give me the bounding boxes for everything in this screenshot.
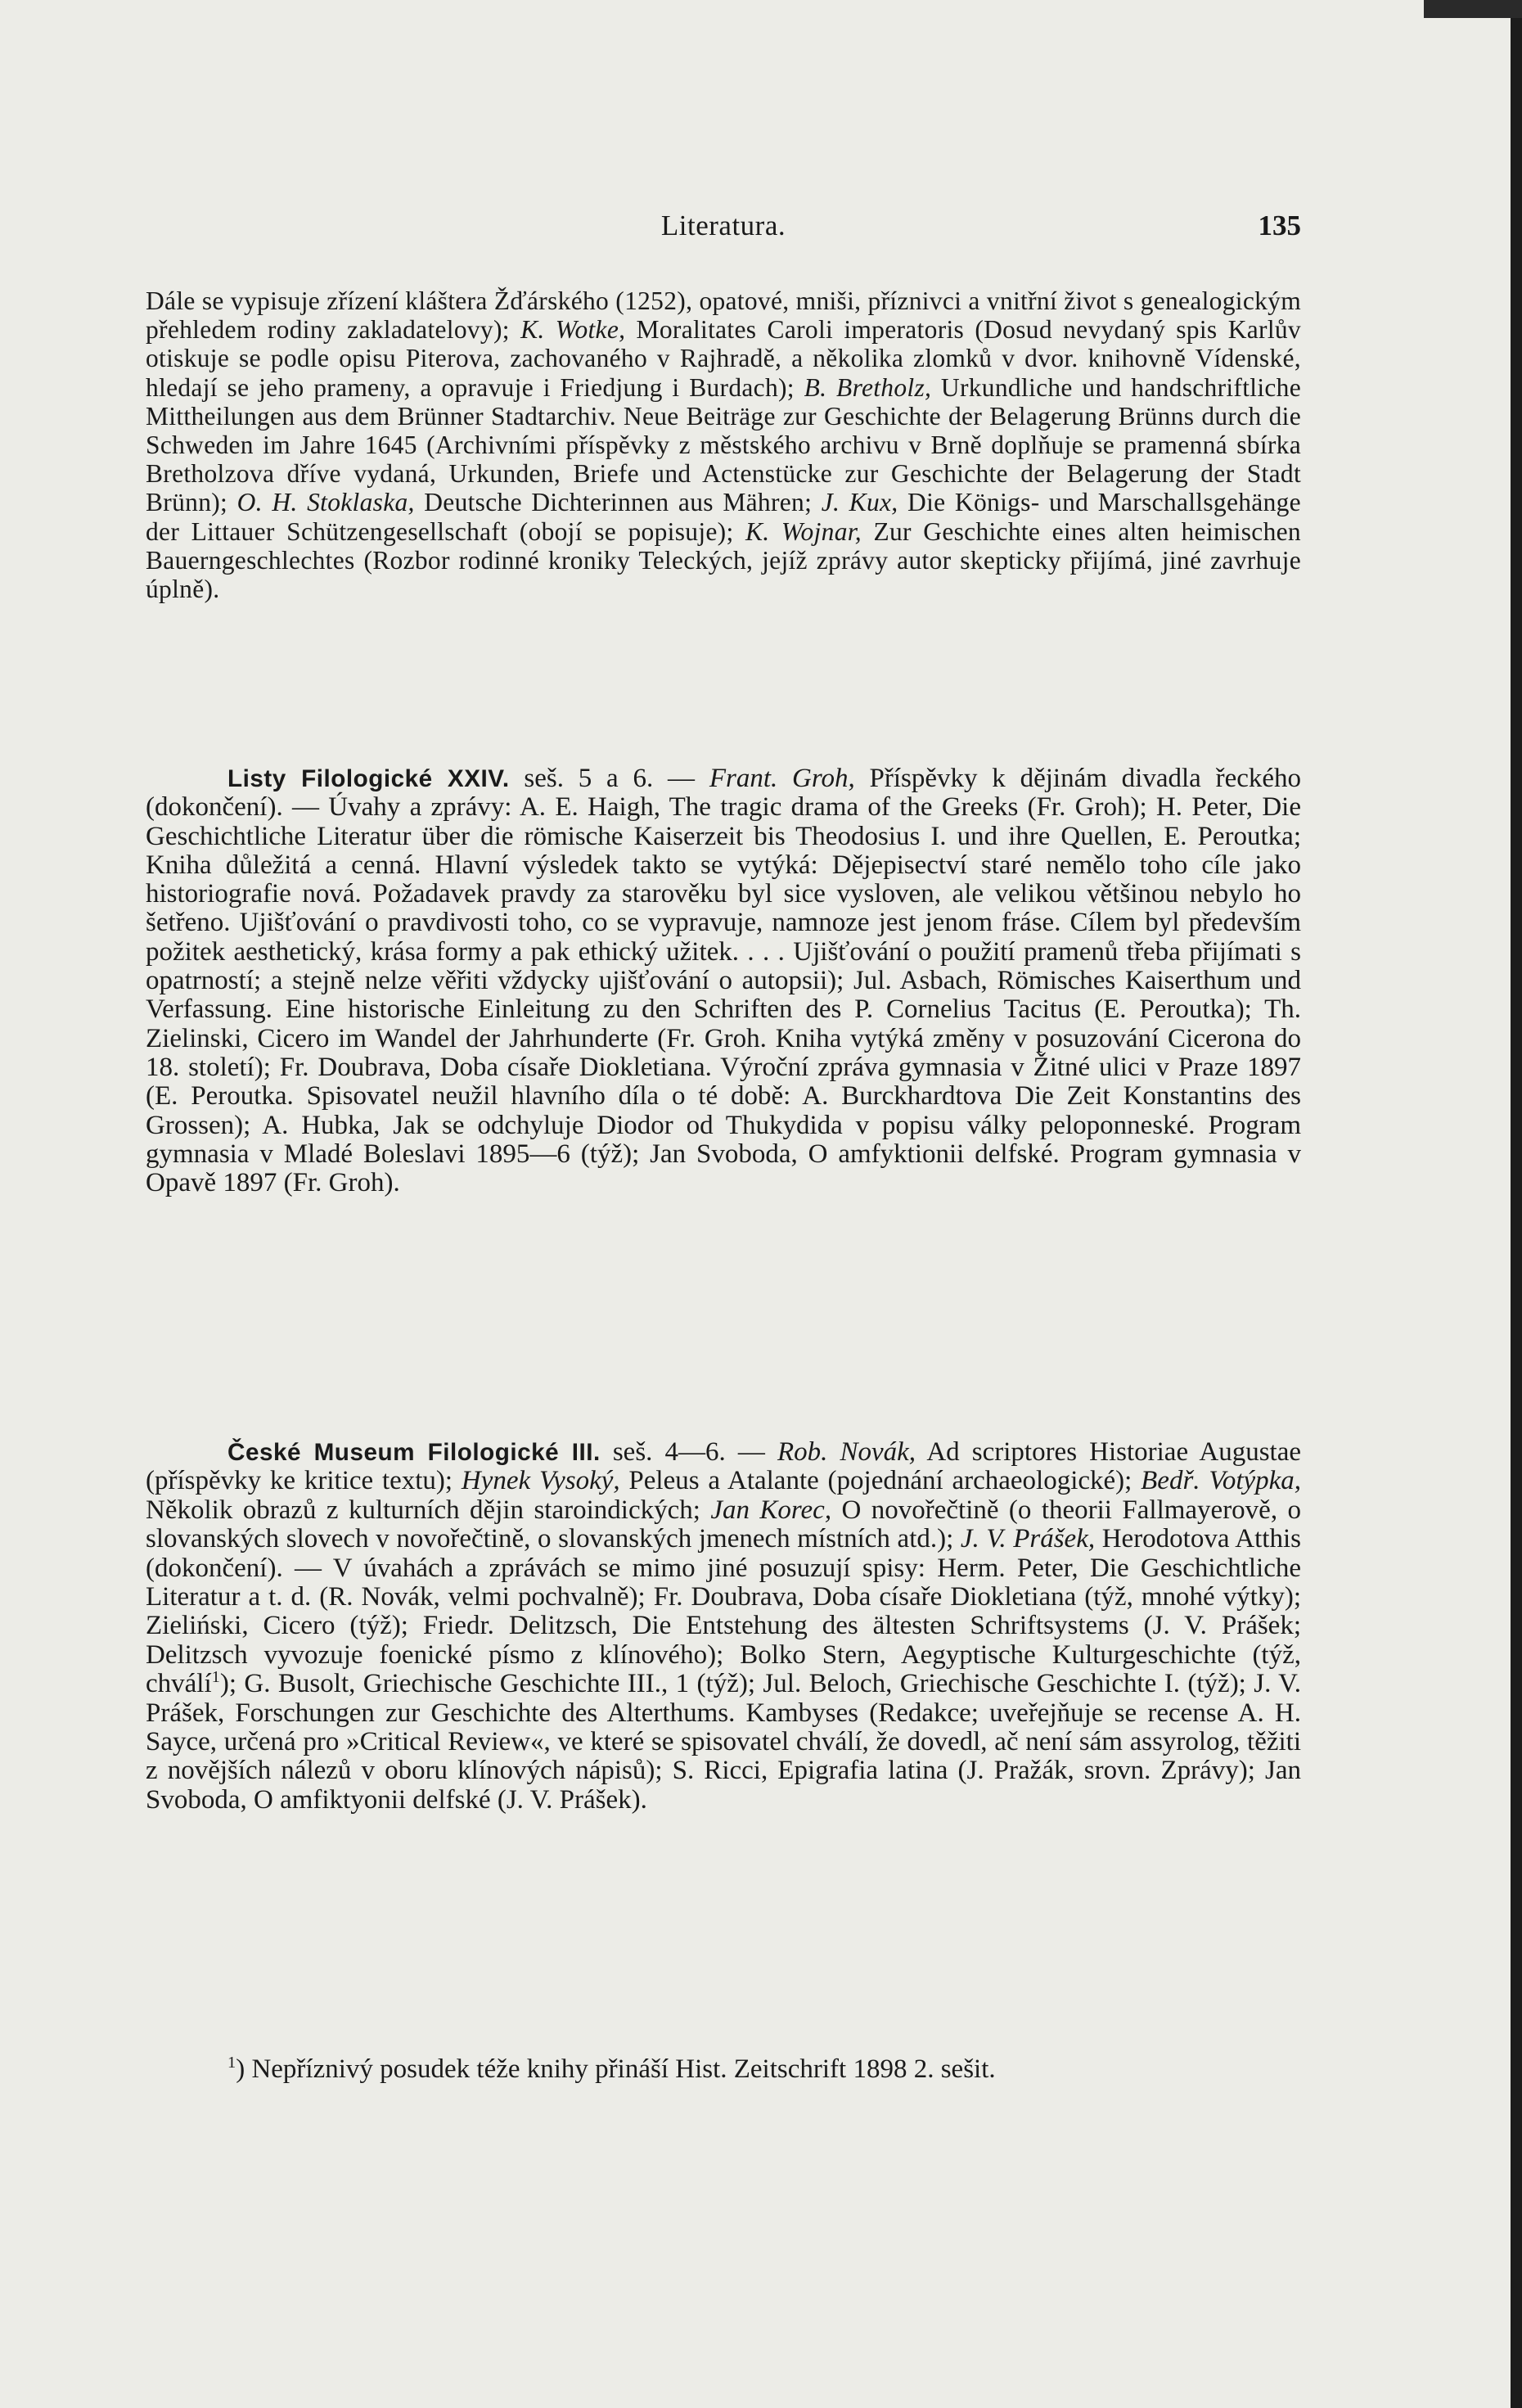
paragraph-2-text: [146, 764, 1301, 1197]
author-name: Frant. Groh,: [709, 764, 855, 793]
footnote-reference: 1: [211, 1668, 220, 1687]
author-name: B. Bretholz,: [804, 372, 932, 402]
author-name: O. H. Stoklaska,: [236, 488, 415, 517]
author-name: K. Wojnar,: [745, 516, 862, 546]
author-name: J. Kux,: [821, 488, 898, 517]
text-run: ); G. Busolt, Griechische Geschichte III., 1 (týž); Jul. Beloch, Griechische Geschichte I. (týž); J. V. Prášek, Forschungen zur Geschichte des Alterthums. Kambyses (Redakce; uveřejňuje se recense A. H. Sayce, určená pro »Critical Review«, ve které se spisovatel chválí, že dovedl, ač není sám assyrolog, těžiti z novějších nálezů v oboru klínových nápisů); S. Ricci, Epigrafia latina (J. Pražák, srovn. Zprávy); Jan Svoboda, O amfiktyonii delfské (J. V. Prášek).: [146, 1669, 1301, 1815]
author-name: K. Wotke,: [520, 315, 626, 345]
author-name: Bedř. Votýpka,: [1141, 1466, 1302, 1496]
scan-edge-shadow: [1511, 0, 1522, 2408]
paragraph-1: [146, 286, 1301, 603]
text-run: Dále se vypisuje zřízení kláštera Žďárského (1252), opatové, mniši, příznivci a vnitřní život s genealogickým přehledem rodiny zakladatelovy);: [146, 286, 1301, 345]
text-run: seš. 4—6. —: [612, 1437, 765, 1467]
text-run: Moralitates Caroli imperatoris (Dosud nevydaný spis Karlův otiskuje se podle opisu Piterova, zachovaného v Rajhradě, a několika zlomků v dvor. knihovně Vídenské, hledají se jeho prameny, a opravuje i Friedjung i Burdach);: [146, 315, 1301, 402]
paragraph-1-text: [146, 286, 1301, 603]
text-run: Ad scriptores Historiae Augustae (příspěvky ke kritice textu);: [146, 1437, 1302, 1496]
text-run: Die Königs- und Marschallsgehänge der Littauer Schützengesellschaft (obojí se popisuje);: [146, 488, 1301, 546]
journal-heading: České Museum Filologické III.: [227, 1439, 601, 1466]
paragraph-3-text: [146, 1438, 1301, 1815]
text-run: Několik obrazů z kulturních dějin staroindických;: [146, 1495, 700, 1525]
footnote-text: [146, 2053, 1301, 2086]
text-run: Příspěvky k dějinám divadla řeckého (dokončení). — Úvahy a zprávy: A. E. Haigh, The tragic drama of the Greeks (Fr. Groh); H. Peter, Die Geschichtliche Literatur über die römische Kaiserzeit bis Theodosius I. und ihre Quellen, E. Peroutka; Kniha důležitá a cenná. Hlavní výsledek takto se vytýká:: [146, 764, 1302, 880]
page-number: 135: [1258, 210, 1301, 241]
journal-heading: Listy Filologické XXIV.: [227, 765, 510, 792]
author-name: Hynek Vysoký,: [461, 1466, 620, 1496]
footnote-body: ) Nepříznivý posudek téže knihy přináší Hist. Zeitschrift 1898 2. sešit.: [236, 2054, 996, 2084]
paragraph-2: [146, 764, 1301, 1197]
text-run: Zur Geschichte eines alten heimischen Bauerngeschlechtes (Rozbor rodinné kroniky Teleckých, jejíž zprávy autor skepticky přijímá, jiné zavrhuje úplně).: [146, 516, 1301, 604]
footnote-marker: 1: [227, 2054, 236, 2072]
text-run: Peleus a Atalante (pojednání archaeologické);: [628, 1466, 1132, 1496]
author-name: Rob. Novák,: [777, 1437, 916, 1467]
page-header: [146, 206, 1301, 246]
text-run: Urkundliche und handschriftliche Mittheilungen aus dem Brünner Stadtarchiv. Neue Beiträge zur Geschichte der Belagerung Brünns durch die Schweden im Jahre 1645 (Archivními příspěvky z městského archivu v Brně doplňuje se pramenná sbírka Bretholzova dříve vydaná, Urkunden, Briefe und Actenstücke zur Geschichte der Belagerung der Stadt Brünn);: [146, 372, 1301, 517]
author-name: J. V. Prášek,: [960, 1524, 1096, 1554]
footnote: [146, 2053, 1301, 2086]
text-run: Dějepisectví staré nemělo toho cíle jako historiografie nová. Požadavek pravdy za starověku byl sice vysloven, ale velikou většinou nebylo ho šetřeno. Ujišťování o pravdivosti toho, co se vypravuje, namnoze jest jenom fráse. Cílem byl především požitek aesthetický, krása formy a pak ethický užitek. . . . Ujišťování o použití pramenů třeba přijímati s opatrností; a stejně nelze věřiti vždycky ujišťování o autopsii);: [146, 850, 1302, 996]
scan-corner-shadow: [1424, 0, 1522, 18]
running-head: Literatura.: [660, 210, 786, 241]
text-run: Herodotova Atthis (dokončení). — V úvahách a zprávách se mimo jiné posuzují spisy: Herm. Peter, Die Geschichtliche Literatur a t. d. (R. Novák, velmi pochvalně); Fr. Doubrava, Doba císaře Diokletiana (týž, mnohé výtky); Zieliński, Cicero (týž); Friedr. Delitzsch, Die Entstehung des ältesten Schriftsystems (J. V. Prášek; Delitzsch vyvozuje foenické písmo z klínového); Bolko Stern, Aegyptische Kulturgeschichte (týž, chválí: [146, 1524, 1301, 1699]
author-name: Jan Korec,: [710, 1495, 832, 1525]
text-run: O novořečtině (o theorii Fallmayerově, o slovanských slovech v novořečtině, o slovanských jmenech místních atd.);: [146, 1495, 1302, 1554]
text-run: seš. 5 a 6. —: [524, 764, 696, 793]
text-run: Jul. Asbach, Römisches Kaiserthum und Verfassung. Eine historische Einleitung zu den Schriften des P. Cornelius Tacitus (E. Peroutka); Th. Zielinski, Cicero im Wandel der Jahrhunderte (Fr. Groh. Kniha vytýká změny v posuzování Cicerona do 18. století); Fr. Doubrava, Doba císaře Diokletiana. Výroční zpráva gymnasia v Žitné ulici v Praze 1897 (E. Peroutka. Spisovatel neužil hlavního díla o té době: A. Burckhardtova Die Zeit Konstantins des Grossen); A. Hubka, Jak se odchyluje Diodor od Thukydida v popisu války peloponneské. Program gymnasia v Mladé Boleslavi 1895—6 (týž); Jan Svoboda, O amfyktionii delfské. Program gymnasia v Opavě 1897 (Fr. Groh).: [146, 966, 1301, 1198]
text-run: Deutsche Dichterinnen aus Mähren;: [424, 488, 813, 517]
paragraph-3: [146, 1438, 1301, 1815]
